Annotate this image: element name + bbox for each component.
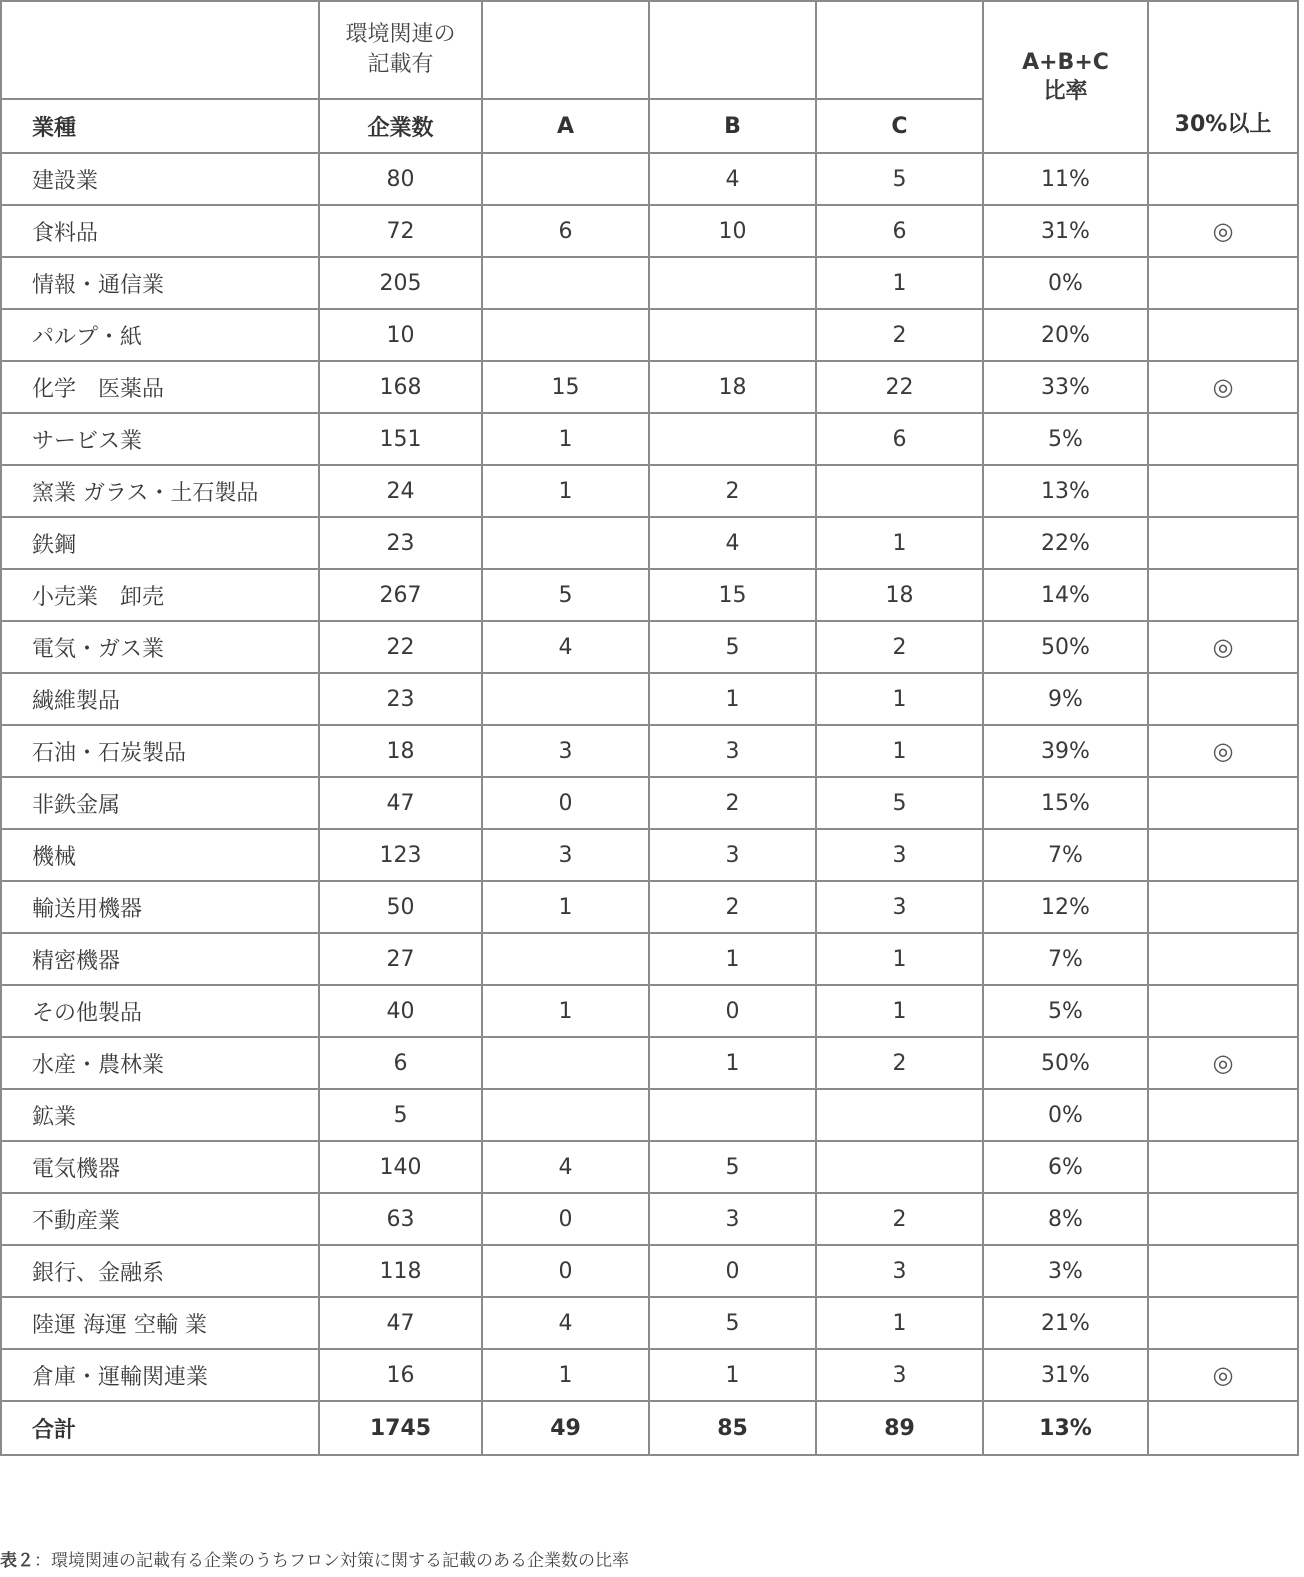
cell-c: 3	[816, 881, 983, 933]
cell-b: 1	[649, 1037, 816, 1089]
cell-ratio: 31%	[983, 1349, 1148, 1401]
cell-ratio: 0%	[983, 257, 1148, 309]
cell-industry: 鉄鋼	[1, 517, 319, 569]
cell-industry: 石油・石炭製品	[1, 725, 319, 777]
cell-b: 1	[649, 1349, 816, 1401]
cell-c: 2	[816, 621, 983, 673]
cell-b: 10	[649, 205, 816, 257]
header-env-line1: 環境関連の	[345, 22, 456, 47]
cell-mark	[1148, 1401, 1298, 1455]
table-row	[1, 517, 1298, 569]
total-row	[1, 1401, 1298, 1455]
cell-b: 3	[649, 1193, 816, 1245]
cell-mark	[1148, 153, 1298, 205]
cell-a: 4	[482, 1297, 649, 1349]
cell-ratio: 15%	[983, 777, 1148, 829]
table-row	[1, 933, 1298, 985]
cell-b: 1	[649, 673, 816, 725]
cell-c: 1	[816, 725, 983, 777]
cell-industry: その他製品	[1, 985, 319, 1037]
cell-ratio: 13%	[983, 465, 1148, 517]
cell-b: 2	[649, 881, 816, 933]
cell-industry: 電気機器	[1, 1141, 319, 1193]
cell-companies: 47	[319, 777, 482, 829]
cell-mark: ◎	[1148, 205, 1298, 257]
table-row	[1, 257, 1298, 309]
cell-industry: 銀行、金融系	[1, 1245, 319, 1297]
table-row	[1, 309, 1298, 361]
cell-mark	[1148, 569, 1298, 621]
cell-c: 1	[816, 985, 983, 1037]
cell-ratio: 50%	[983, 621, 1148, 673]
cell-a: 4	[482, 1141, 649, 1193]
cell-mark: ◎	[1148, 361, 1298, 413]
cell-industry: 精密機器	[1, 933, 319, 985]
cell-mark	[1148, 985, 1298, 1037]
header-over30: 30%以上	[1148, 1, 1298, 153]
cell-a: 1	[482, 1349, 649, 1401]
cell-mark	[1148, 413, 1298, 465]
cell-a: 1	[482, 465, 649, 517]
cell-companies: 140	[319, 1141, 482, 1193]
cell-mark	[1148, 517, 1298, 569]
cell-b: 2	[649, 465, 816, 517]
cell-c: 89	[816, 1401, 983, 1455]
cell-companies: 23	[319, 517, 482, 569]
cell-mark	[1148, 777, 1298, 829]
cell-industry: 電気・ガス業	[1, 621, 319, 673]
cell-c: 2	[816, 1037, 983, 1089]
cell-ratio: 5%	[983, 985, 1148, 1037]
cell-b	[649, 257, 816, 309]
cell-ratio: 21%	[983, 1297, 1148, 1349]
cell-mark	[1148, 881, 1298, 933]
cell-a: 15	[482, 361, 649, 413]
cell-mark: ◎	[1148, 1349, 1298, 1401]
cell-a: 0	[482, 777, 649, 829]
cell-companies: 267	[319, 569, 482, 621]
cell-b: 18	[649, 361, 816, 413]
cell-c: 1	[816, 933, 983, 985]
cell-c: 3	[816, 1349, 983, 1401]
header-empty-cell	[649, 1, 816, 99]
cell-b	[649, 413, 816, 465]
header-empty-cell	[1, 1, 319, 99]
table-row	[1, 413, 1298, 465]
cell-a: 49	[482, 1401, 649, 1455]
cell-ratio: 50%	[983, 1037, 1148, 1089]
cell-ratio: 39%	[983, 725, 1148, 777]
cell-mark	[1148, 1193, 1298, 1245]
header-companies: 企業数	[319, 99, 482, 153]
cell-a	[482, 933, 649, 985]
cell-c: 6	[816, 413, 983, 465]
cell-industry: 鉱業	[1, 1089, 319, 1141]
cell-ratio: 33%	[983, 361, 1148, 413]
cell-companies: 6	[319, 1037, 482, 1089]
header-c: C	[816, 99, 983, 153]
table-row	[1, 205, 1298, 257]
cell-industry: 合計	[1, 1401, 319, 1455]
table-row	[1, 1245, 1298, 1297]
caption-text: ：環境関連の記載有る企業のうちフロン対策に関する記載のある企業数の比率	[34, 1551, 629, 1571]
cell-a: 0	[482, 1245, 649, 1297]
cell-mark: ◎	[1148, 621, 1298, 673]
cell-companies: 40	[319, 985, 482, 1037]
header-ratio-line1: A+B+C	[1022, 50, 1109, 75]
cell-ratio: 22%	[983, 517, 1148, 569]
cell-b: 2	[649, 777, 816, 829]
cell-mark	[1148, 1089, 1298, 1141]
header-empty-cell	[482, 1, 649, 99]
cell-companies: 24	[319, 465, 482, 517]
cell-b	[649, 1089, 816, 1141]
table-caption	[0, 1546, 629, 1571]
cell-a: 3	[482, 725, 649, 777]
cell-industry: 情報・通信業	[1, 257, 319, 309]
table-row	[1, 1349, 1298, 1401]
cell-mark	[1148, 1141, 1298, 1193]
table-row	[1, 881, 1298, 933]
cell-b: 5	[649, 1141, 816, 1193]
cell-companies: 63	[319, 1193, 482, 1245]
cell-ratio: 9%	[983, 673, 1148, 725]
cell-a: 0	[482, 1193, 649, 1245]
cell-ratio: 7%	[983, 933, 1148, 985]
cell-companies: 151	[319, 413, 482, 465]
cell-industry: 建設業	[1, 153, 319, 205]
cell-mark	[1148, 257, 1298, 309]
caption-label: 表２	[0, 1551, 34, 1571]
cell-companies: 47	[319, 1297, 482, 1349]
header-ratio-line2: 比率	[1043, 79, 1088, 104]
table-row	[1, 985, 1298, 1037]
cell-mark	[1148, 673, 1298, 725]
cell-c: 1	[816, 1297, 983, 1349]
cell-industry: 機械	[1, 829, 319, 881]
cell-b: 4	[649, 153, 816, 205]
cell-b	[649, 309, 816, 361]
cell-b: 0	[649, 985, 816, 1037]
cell-c: 1	[816, 257, 983, 309]
table-row	[1, 829, 1298, 881]
header-row-top	[1, 1, 1298, 99]
cell-industry: 窯業 ガラス・土石製品	[1, 465, 319, 517]
header-a: A	[482, 99, 649, 153]
cell-b: 15	[649, 569, 816, 621]
cell-industry: 繊維製品	[1, 673, 319, 725]
cell-mark	[1148, 1245, 1298, 1297]
cell-mark	[1148, 309, 1298, 361]
cell-b: 85	[649, 1401, 816, 1455]
cell-c: 5	[816, 777, 983, 829]
table-row	[1, 777, 1298, 829]
table-row	[1, 621, 1298, 673]
cell-b: 4	[649, 517, 816, 569]
table-row	[1, 1297, 1298, 1349]
cell-c	[816, 1141, 983, 1193]
cell-a: 4	[482, 621, 649, 673]
header-industry: 業種	[1, 99, 319, 153]
cell-ratio: 3%	[983, 1245, 1148, 1297]
cell-c: 18	[816, 569, 983, 621]
table-row	[1, 673, 1298, 725]
cell-ratio: 12%	[983, 881, 1148, 933]
header-b: B	[649, 99, 816, 153]
table-row	[1, 725, 1298, 777]
cell-ratio: 0%	[983, 1089, 1148, 1141]
cell-ratio: 7%	[983, 829, 1148, 881]
cell-mark	[1148, 829, 1298, 881]
cell-b: 3	[649, 829, 816, 881]
table-row	[1, 153, 1298, 205]
cell-industry: 食料品	[1, 205, 319, 257]
cell-b: 5	[649, 621, 816, 673]
cell-a	[482, 257, 649, 309]
cell-companies: 27	[319, 933, 482, 985]
cell-a	[482, 1089, 649, 1141]
cell-companies: 205	[319, 257, 482, 309]
cell-c: 22	[816, 361, 983, 413]
cell-industry: サービス業	[1, 413, 319, 465]
cell-c: 1	[816, 517, 983, 569]
cell-industry: パルプ・紙	[1, 309, 319, 361]
cell-b: 1	[649, 933, 816, 985]
cell-c: 3	[816, 1245, 983, 1297]
cell-c: 2	[816, 309, 983, 361]
header-env-mention	[319, 1, 482, 99]
cell-mark	[1148, 1297, 1298, 1349]
cell-companies: 10	[319, 309, 482, 361]
table-row	[1, 1037, 1298, 1089]
cell-industry: 輸送用機器	[1, 881, 319, 933]
cell-companies: 72	[319, 205, 482, 257]
cell-b: 0	[649, 1245, 816, 1297]
cell-companies: 5	[319, 1089, 482, 1141]
cell-mark	[1148, 465, 1298, 517]
cell-companies: 23	[319, 673, 482, 725]
cell-c: 2	[816, 1193, 983, 1245]
cell-companies: 22	[319, 621, 482, 673]
table-row	[1, 1089, 1298, 1141]
cell-companies: 123	[319, 829, 482, 881]
cell-industry: 非鉄金属	[1, 777, 319, 829]
cell-a	[482, 673, 649, 725]
cell-companies: 18	[319, 725, 482, 777]
cell-companies: 168	[319, 361, 482, 413]
header-ratio	[983, 1, 1148, 153]
cell-a: 1	[482, 413, 649, 465]
cell-ratio: 13%	[983, 1401, 1148, 1455]
cell-industry: 小売業 卸売	[1, 569, 319, 621]
cell-c	[816, 1089, 983, 1141]
cell-a: 6	[482, 205, 649, 257]
cell-companies: 16	[319, 1349, 482, 1401]
cell-c: 3	[816, 829, 983, 881]
cell-industry: 陸運 海運 空輸 業	[1, 1297, 319, 1349]
cell-a	[482, 309, 649, 361]
cell-mark: ◎	[1148, 725, 1298, 777]
cell-b: 3	[649, 725, 816, 777]
cell-companies: 80	[319, 153, 482, 205]
cell-industry: 化学 医薬品	[1, 361, 319, 413]
cell-a	[482, 517, 649, 569]
cell-ratio: 6%	[983, 1141, 1148, 1193]
cell-c	[816, 465, 983, 517]
cell-industry: 倉庫・運輸関連業	[1, 1349, 319, 1401]
cell-c: 6	[816, 205, 983, 257]
header-env-line2: 記載有	[367, 52, 434, 77]
table-row	[1, 361, 1298, 413]
cell-industry: 不動産業	[1, 1193, 319, 1245]
cell-a: 3	[482, 829, 649, 881]
cell-a: 1	[482, 985, 649, 1037]
cell-a	[482, 1037, 649, 1089]
cell-c: 1	[816, 673, 983, 725]
table-row	[1, 1193, 1298, 1245]
cell-mark	[1148, 933, 1298, 985]
cell-ratio: 31%	[983, 205, 1148, 257]
table-row	[1, 1141, 1298, 1193]
cell-ratio: 5%	[983, 413, 1148, 465]
cell-ratio: 11%	[983, 153, 1148, 205]
cell-c: 5	[816, 153, 983, 205]
table-row	[1, 465, 1298, 517]
table-row	[1, 569, 1298, 621]
cell-companies: 1745	[319, 1401, 482, 1455]
cell-b: 5	[649, 1297, 816, 1349]
cell-ratio: 14%	[983, 569, 1148, 621]
header-empty-cell	[816, 1, 983, 99]
cell-companies: 50	[319, 881, 482, 933]
cell-companies: 118	[319, 1245, 482, 1297]
cell-a	[482, 153, 649, 205]
cell-a: 5	[482, 569, 649, 621]
cell-industry: 水産・農林業	[1, 1037, 319, 1089]
cell-ratio: 20%	[983, 309, 1148, 361]
cell-ratio: 8%	[983, 1193, 1148, 1245]
cell-mark: ◎	[1148, 1037, 1298, 1089]
cell-a: 1	[482, 881, 649, 933]
